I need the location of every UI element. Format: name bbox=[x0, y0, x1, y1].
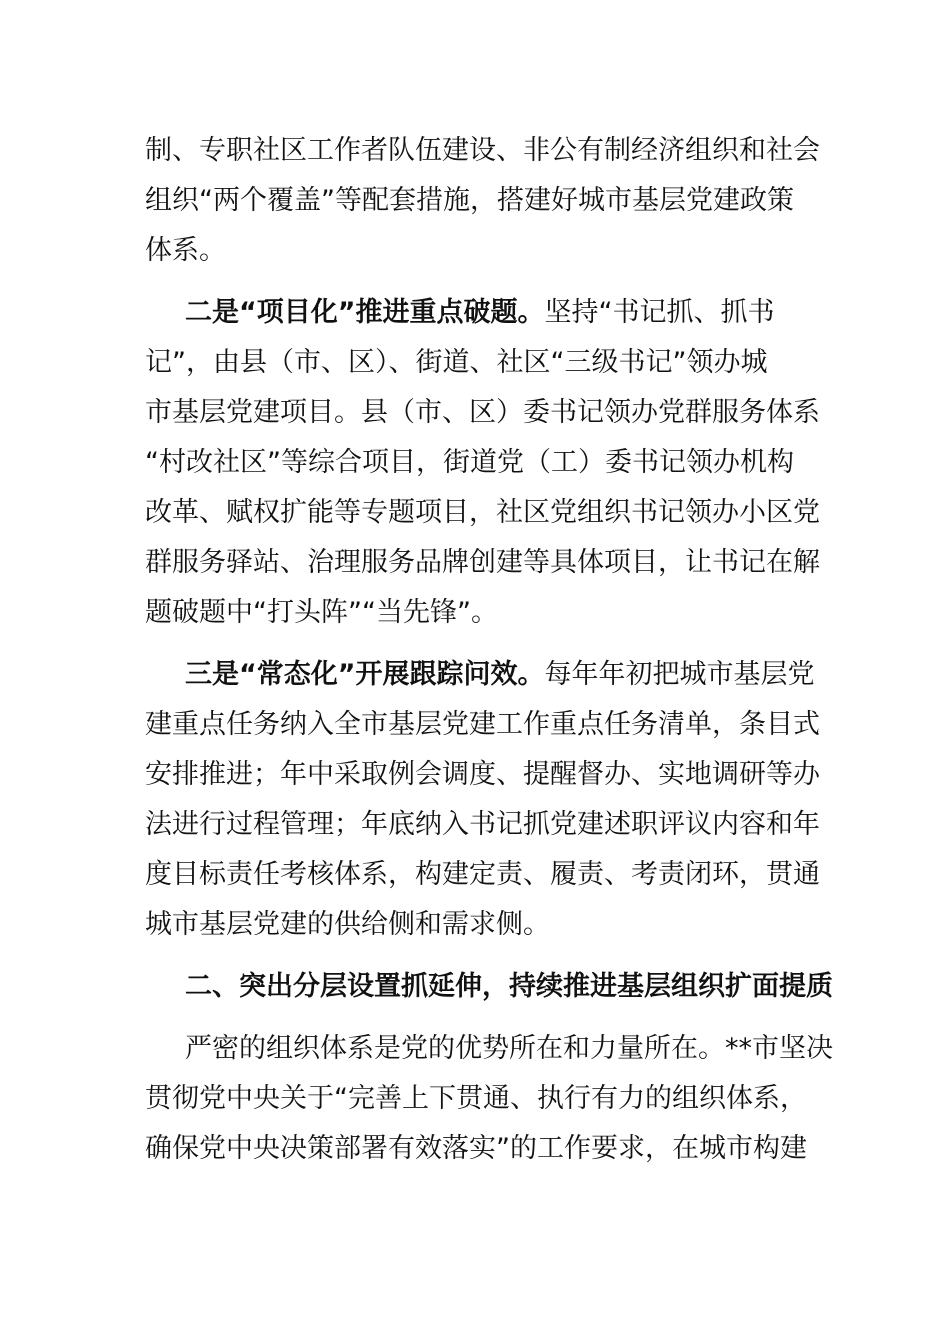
paragraph-1 bbox=[145, 126, 820, 276]
text-line bbox=[145, 288, 807, 338]
text-line: 群服务驿站、治理服务品牌创建等具体项目，让书记在解 bbox=[145, 547, 820, 578]
text-line: 体系。 bbox=[145, 235, 226, 266]
paragraph-4 bbox=[145, 1024, 833, 1174]
paragraph-text: 坚持“书记抓、抓书 bbox=[544, 297, 775, 328]
text-line bbox=[145, 650, 815, 700]
text-line: “村改社区”等综合项目，街道党（工）委书记领办机构 bbox=[145, 447, 794, 478]
section-heading: 二、突出分层设置抓延伸，持续推进基层组织扩面提质 bbox=[185, 971, 833, 1002]
text-line: 组织“两个覆盖”等配套措施，搭建好城市基层党建政策 bbox=[145, 185, 794, 216]
text-line: 题破题中“打头阵”“当先锋”。 bbox=[145, 597, 498, 628]
document-page bbox=[145, 126, 833, 1174]
text-line: 建重点任务纳入全市基层党建工作重点任务清单，条目式 bbox=[145, 709, 820, 740]
text-line: 改革、赋权扩能等专题项目，社区党组织书记领办小区党 bbox=[145, 497, 820, 528]
text-line: 确保党中央决策部署有效落实”的工作要求，在城市构建 bbox=[145, 1133, 807, 1164]
text-line: 制、专职社区工作者队伍建设、非公有制经济组织和社会 bbox=[145, 135, 820, 166]
text-line: 法进行过程管理；年底纳入书记抓党建述职评议内容和年 bbox=[145, 809, 820, 840]
paragraph-2 bbox=[145, 288, 820, 638]
paragraph-text: 每年年初把城市基层党 bbox=[544, 659, 815, 690]
paragraph-heading: 二是“项目化”推进重点破题。 bbox=[185, 297, 545, 328]
text-line: 度目标责任考核体系，构建定责、履责、考责闭环，贯通 bbox=[145, 859, 820, 890]
text-line: 严密的组织体系是党的优势所在和力量所在。**市坚决 bbox=[185, 1033, 833, 1064]
text-line: 记”，由县（市、区）、街道、社区“三级书记”领办城 bbox=[145, 347, 768, 378]
text-line: 安排推进；年中采取例会调度、提醒督办、实地调研等办 bbox=[145, 759, 820, 790]
text-line: 贯彻党中央关于“完善上下贯通、执行有力的组织体系， bbox=[145, 1083, 807, 1114]
text-line: 市基层党建项目。县（市、区）委书记领办党群服务体系 bbox=[145, 397, 820, 428]
text-line: 城市基层党建的供给侧和需求侧。 bbox=[145, 909, 550, 940]
paragraph-3 bbox=[145, 650, 820, 950]
paragraph-heading: 三是“常态化”开展跟踪问效。 bbox=[185, 659, 545, 690]
